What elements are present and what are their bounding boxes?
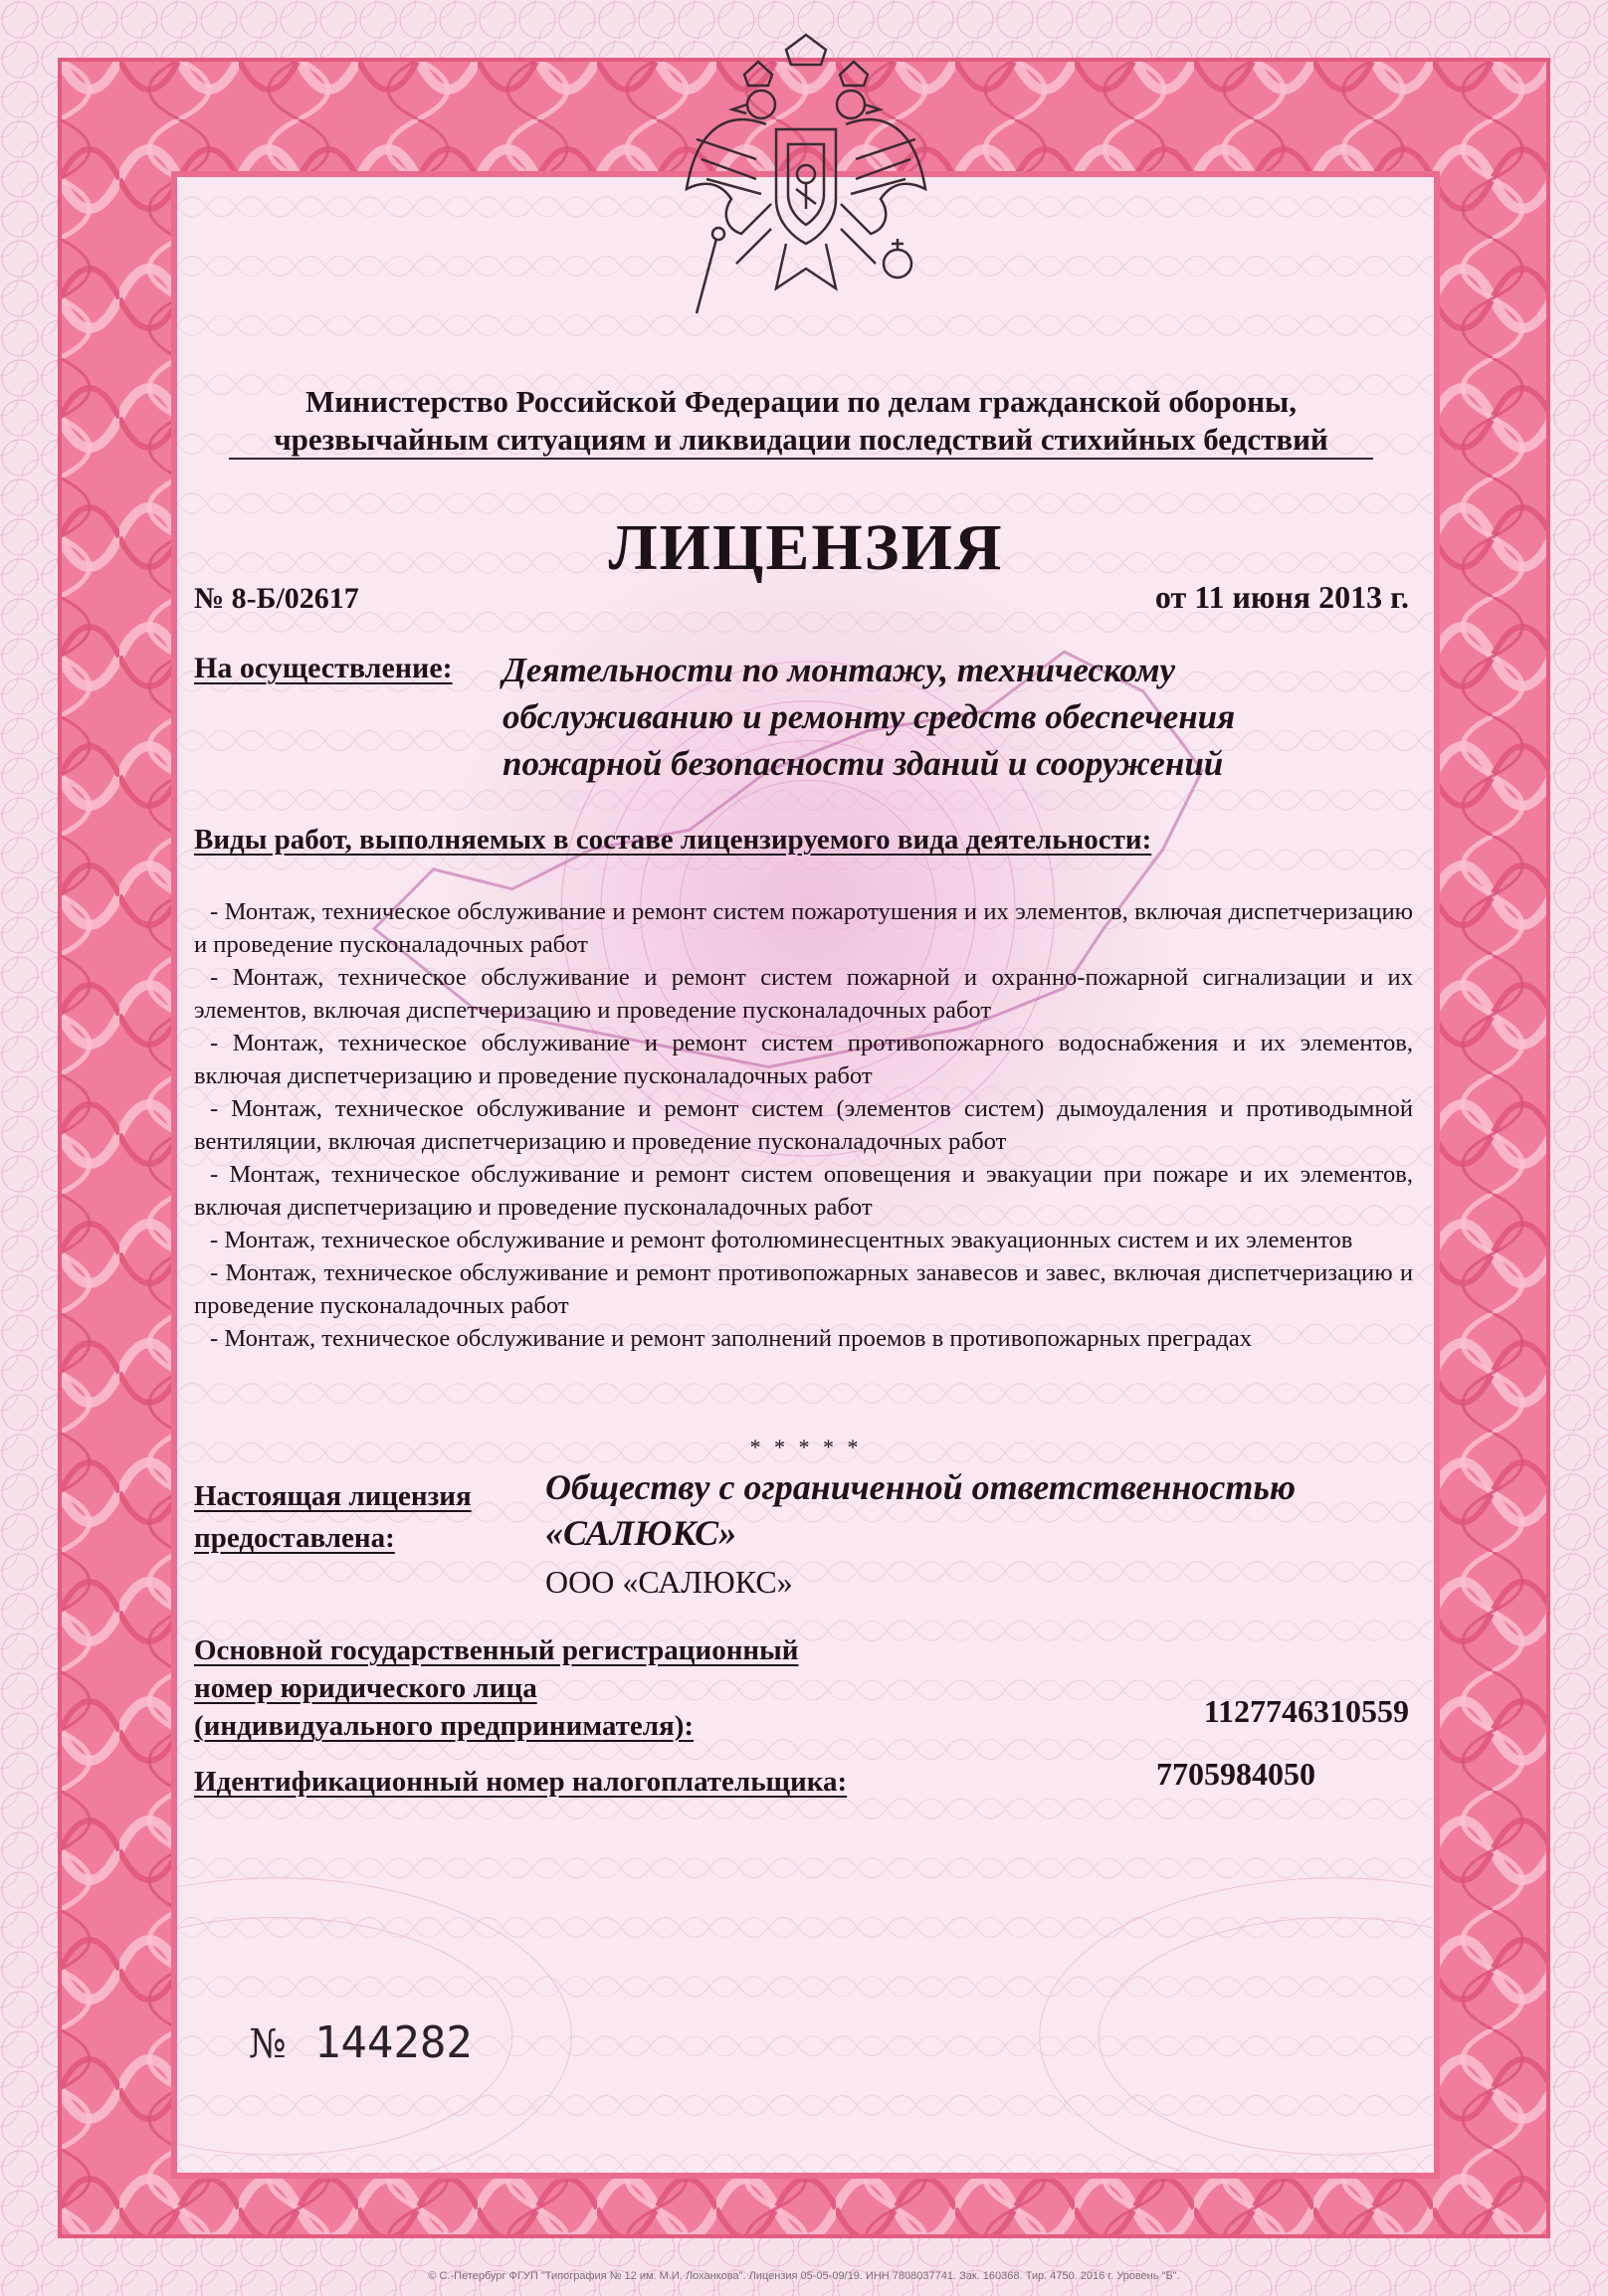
- ministry-divider: [229, 458, 1373, 460]
- ministry-name: [229, 383, 1373, 459]
- license-date: от 11 июня 2013 г.: [1154, 579, 1409, 615]
- blank-serial-number: [249, 2017, 473, 2068]
- company-full-name: Обществу с ограниченной ответственностью «САЛЮКС»: [545, 1467, 1297, 1553]
- coat-of-arms-icon: [667, 30, 945, 328]
- list-item: - Монтаж, техническое обслуживание и ремонт систем противопожарного водоснабжения и их элементов, включая диспетчеризацию и проведение пусконаладочных работ: [194, 1030, 1413, 1089]
- purpose-label: На осуществление:: [194, 652, 453, 684]
- granted-label-line-1: Настоящая лицензия: [194, 1480, 472, 1512]
- ogrn-value: 1127746310559: [1203, 1693, 1409, 1729]
- granted-label-line-2: предоставлена:: [194, 1522, 395, 1554]
- works-heading: Виды работ, выполняемых в составе лицензируемого вида деятельности:: [194, 824, 1152, 856]
- inn-label: Идентификационный номер налогоплательщика:: [194, 1766, 848, 1798]
- works-list: [194, 895, 1413, 1355]
- list-item: - Монтаж, техническое обслуживание и ремонт противопожарных занавесов и завес, включая диспетчеризацию и проведение пусконаладочных работ: [194, 1259, 1413, 1319]
- ministry-line-1: Министерство Российской Федерации по делам гражданской обороны,: [305, 384, 1297, 419]
- ogrn-label-line-1: Основной государственный регистрационный: [194, 1634, 799, 1666]
- granted-label: [194, 1475, 472, 1559]
- list-item: - Монтаж, техническое обслуживание и ремонт фотолюминесцентных эвакуационных систем и их элементов: [210, 1227, 1353, 1253]
- list-item: - Монтаж, техническое обслуживание и ремонт систем пожаротушения и их элементов, включая диспетчеризацию и проведение пусконаладочных работ: [194, 898, 1413, 958]
- ogrn-label-line-3: (индивидуального предпринимателя):: [194, 1710, 695, 1742]
- serial-value: 144282: [313, 2017, 473, 2068]
- printer-imprint: © С.-Петербург ФГУП "Типография № 12 им. М.И. Лоханкова". Лицензия 05-05-09/19. ИНН 7808037741. Зак. 160368. Тир. 4750. 2016 г. Уровень "Б".: [428, 2270, 1180, 2282]
- ministry-line-2: чрезвычайным ситуациям и ликвидации последствий стихийных бедствий: [274, 422, 1328, 457]
- section-separator: * * * * *: [749, 1435, 863, 1459]
- document-title: ЛИЦЕНЗИЯ: [608, 511, 1004, 584]
- inn-value: 7705984050: [1156, 1756, 1315, 1792]
- purpose-text: Деятельности по монтажу, техническому обслуживанию и ремонту средств обеспечения пожарной безопасности зданий и сооружений: [502, 651, 1236, 783]
- ogrn-label-line-2: номер юридического лица: [194, 1672, 537, 1704]
- list-item: - Монтаж, техническое обслуживание и ремонт заполнений проемов в противопожарных преградах: [210, 1325, 1253, 1352]
- number-sign: №: [249, 2021, 287, 2067]
- company-short-name: ООО «САЛЮКС»: [545, 1564, 793, 1600]
- list-item: - Монтаж, техническое обслуживание и ремонт систем пожарной и охранно-пожарной сигнализации и их элементов, включая диспетчеризацию и проведение пусконаладочных работ: [194, 964, 1413, 1024]
- list-item: - Монтаж, техническое обслуживание и ремонт систем оповещения и эвакуации при пожаре и их элементов, включая диспетчеризацию и проведение пусконаладочных работ: [194, 1161, 1413, 1221]
- list-item: - Монтаж, техническое обслуживание и ремонт систем (элементов систем) дымоудаления и противодымной вентиляции, включая диспетчеризацию и проведение пусконаладочных работ: [194, 1095, 1413, 1155]
- license-number: № 8-Б/02617: [194, 582, 359, 615]
- ogrn-label: [194, 1631, 799, 1745]
